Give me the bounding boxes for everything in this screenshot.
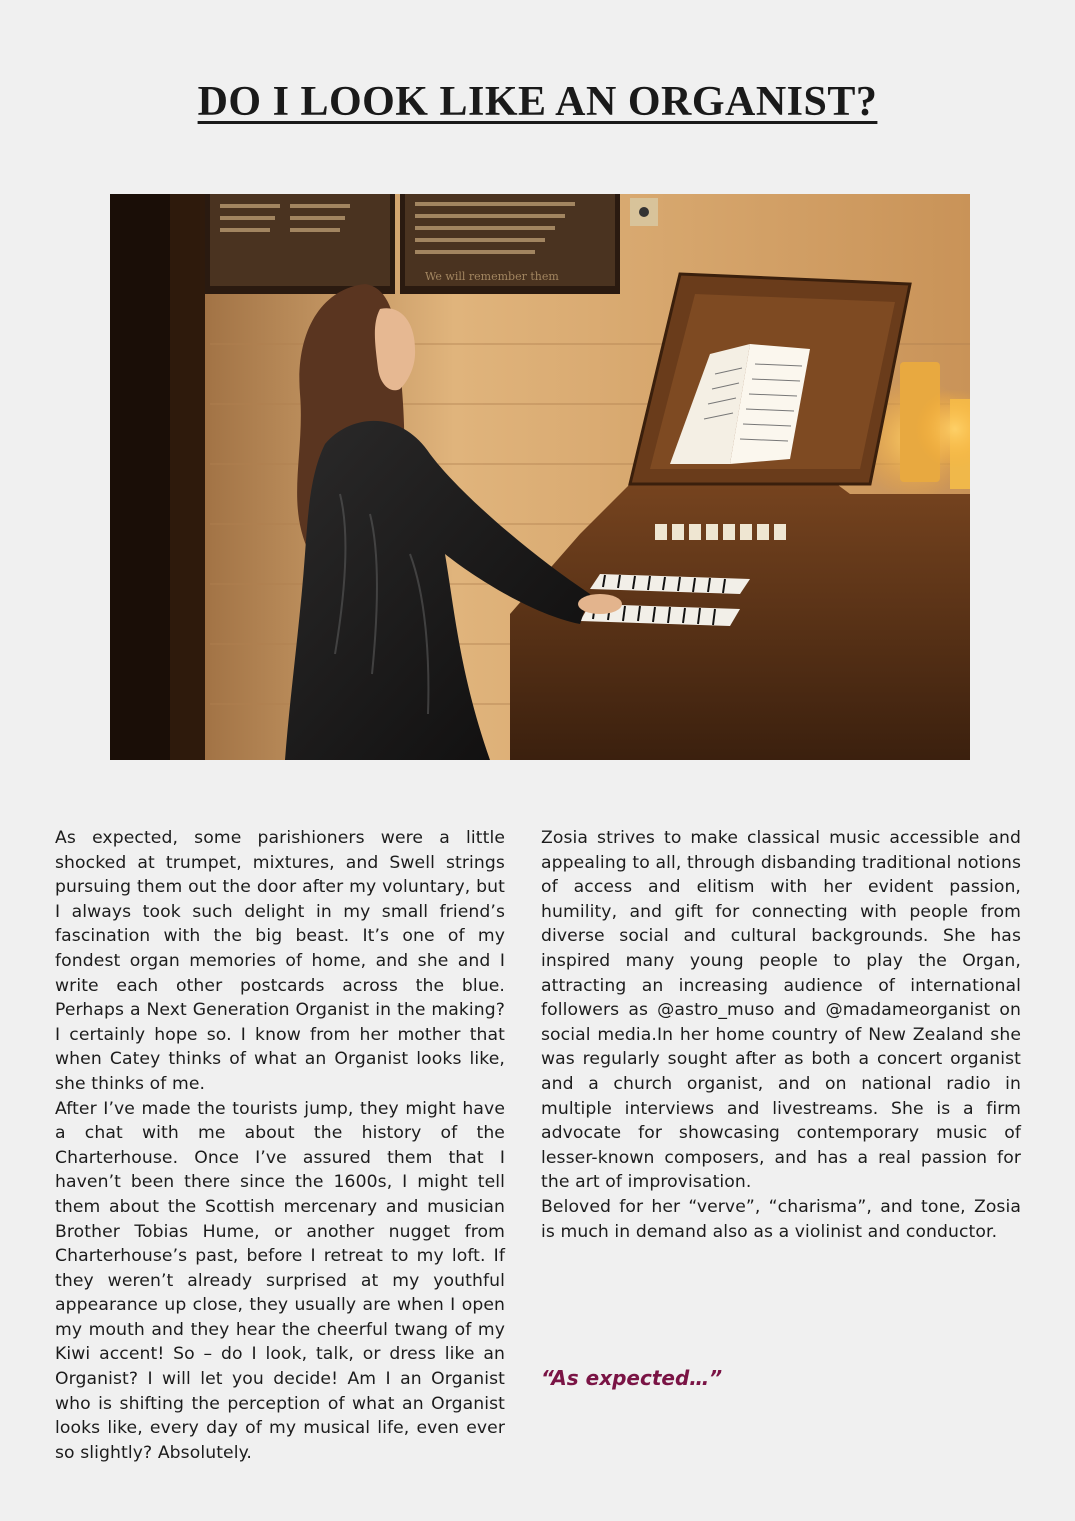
right-paragraph-2: Beloved for her “verve”, “charisma”, and tone, Zosia is much in demand also as a violinist and conductor. bbox=[541, 1196, 1021, 1242]
left-column bbox=[55, 826, 505, 1465]
pull-quote: “As expected…” bbox=[541, 1366, 723, 1390]
organist-photo-illustration bbox=[110, 194, 970, 760]
plaque-text: We will remember them bbox=[425, 270, 559, 283]
page-title: DO I LOOK LIKE AN ORGANIST? bbox=[197, 79, 878, 125]
right-paragraph-1: Zosia strives to make classical music accessible and appealing to all, through disbanding traditional notions of access and elitism with her evident passion, humility, and gift for connecting with people from diverse social and cultural backgrounds. She has inspired many young people to play the Organ, attracting an increasing audience of international followers as @astro_muso and @madameorganist on social media.In her home country of New Zealand she was regularly sought after as both a concert organist and a church organist, and on national radio in multiple interviews and livestreams. She is a firm advocate for showcasing contemporary music of lesser-known composers, and has a real passion for the art of improvisation. bbox=[541, 828, 1021, 1193]
left-paragraph-2: After I’ve made the tourists jump, they might have a chat with me about the history of the Charterhouse. Once I’ve assured them that I haven’t been there since the 1600s, I might tell them about the Scottish mercenary and musician Brother Tobias Hume, or another nugget from Charterhouse’s past, before I retreat to my loft. If they weren’t already surprised at my youthful appearance up close, they usually are when I open my mouth and they hear the cheerful twang of my Kiwi accent! So – do I look, talk, or dress like an Organist? I will let you decide! Am I an Organist who is shifting the perception of what an Organist looks like, every day of my musical life, even ever so slightly? Absolutely. bbox=[55, 1098, 505, 1463]
right-column bbox=[541, 826, 1021, 1244]
organist-photo bbox=[110, 194, 970, 760]
left-paragraph-1: As expected, some parishioners were a little shocked at trumpet, mixtures, and Swell strings pursuing them out the door after my voluntary, but I always took such delight in my small friend’s fascination with the big beast. It’s one of my fondest organ memories of home, and she and I write each other postcards across the blue. Perhaps a Next Generation Organist in the making? I certainly hope so. I know from her mother that when Catey thinks of what an Organist looks like, she thinks of me. bbox=[55, 828, 505, 1094]
